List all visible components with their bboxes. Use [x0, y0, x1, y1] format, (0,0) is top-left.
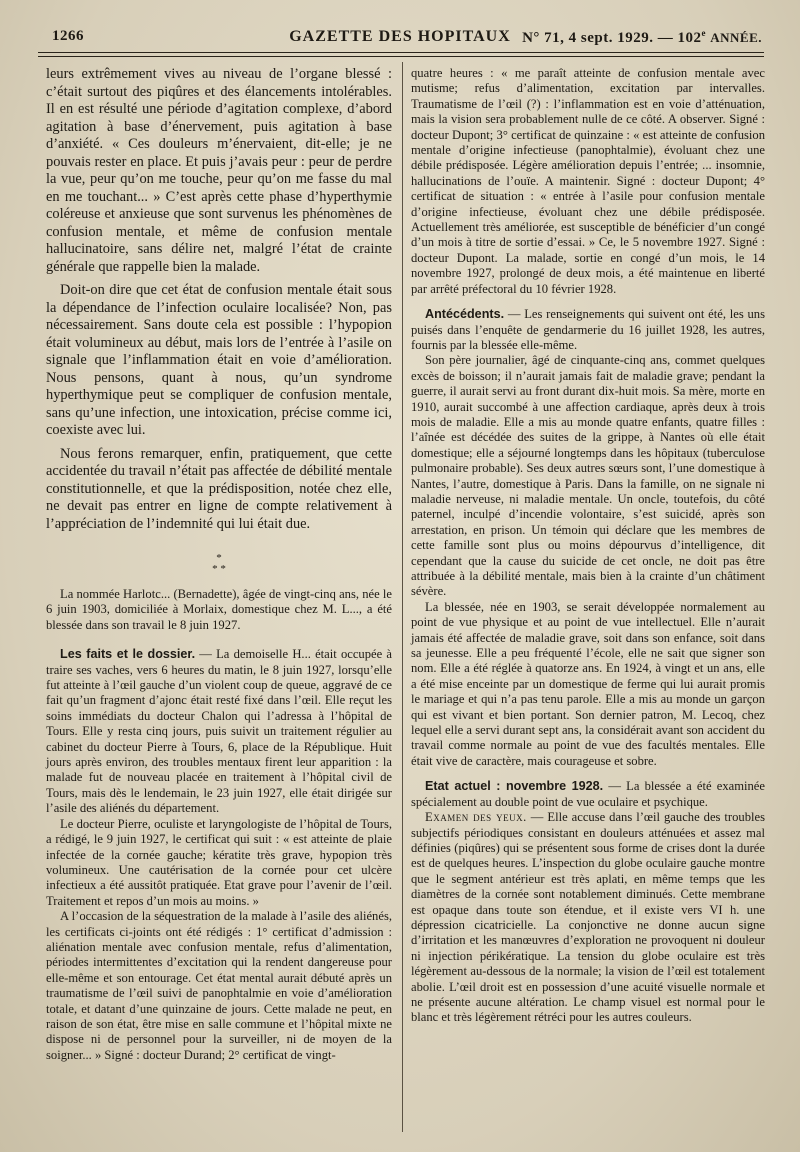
spacer [411, 297, 765, 307]
section-heading: Etat actuel : novembre 1928. [425, 779, 604, 794]
paragraph: Doit-on dire que cet état de confusion mentale était sous la dépendance de l’infection oculaire localisée? Non, pas nécessairement. Sans doute cela est possible : l’hypopion était volumineux au début, mais lors de l’entrée à l’asile on signale que l’inflammation était en voie d’amélioration. Nous pensons, quant à nous, qu’un syndrome hyperthymique peut se compliquer de confusion mentale, sans qu’une infection, une intoxication, précise comme ici, coexiste avec lui. [46, 282, 392, 438]
paragraph-text: — Elle accuse dans l’œil gauche des troubles subjectifs périodiques consistant en douleurs atténuées et assez mal définies (piqûres) qui se présentent sous forme de crises dont la durée est de quelques heures. L’inspection du globe oculaire gauche montre que le segment antérieur est très aplati, en même temps que les diamètres de la cornée sont notablement diminués. Cette membrane est opaque dans toute son étendue, et il existe vers VI h. une dépression cicatricielle. La conjonctive ne donne aucun signe d’irritation et les manœuvres d’exploration ne provoquent ni douleur ni injection périkératique. La tension du globe oculaire est très légèrement au-dessous de la normale; la vision de l’œil est totalement abolie. L’œil droit est en possession d’une acuité visuelle normale et ne présente aucune altération. Le champ visuel est normal pour le blanc et très légèrement rétréci pour les autres couleurs. [411, 810, 765, 1025]
subsection-heading: Examen des yeux. [425, 810, 527, 825]
header-rule-top [38, 52, 764, 53]
asterism-top: * [216, 552, 222, 564]
continued-commentary [46, 66, 392, 533]
paragraph [46, 647, 392, 816]
left-column [46, 66, 392, 1063]
column-divider [402, 62, 403, 1132]
asterism-bottom: * * [212, 563, 226, 575]
right-column [411, 66, 765, 1026]
paragraph: quatre heures : « me paraît atteinte de confusion mentale avec mutisme; refus d’alimentation, excitation par intervalles. Traumatisme de l’œil (?) : l’inflammation est en voie d’atténuation, mais la vision sera probablement nulle de ce côté. A observer. Signé : docteur Dupont; 3° certificat de quinzaine : « est atteinte de confusion mentale d’origine infectieuse (panophtalmie), évoluant chez une débile prédisposée. Légère amélioration depuis l’entrée; ... insomnie, hallucinations de l’ouïe. A maintenir. Signé : docteur Dupont; 4° certificat de situation : « entrée à l’asile pour confusion mentale d’origine infectieuse, évoluant chez une débile prédisposée. Actuellement très améliorée, est susceptible de bénéficier d’un congé d’un mois à titre de sortie d’essai. » Ce, le 5 novembre 1927. Signé : docteur Dupont. La malade, sortie en congé d’un mois, le 14 novembre 1927, prolongé de deux mois, a été maintenue en liberté par arrêté préfectoral du 10 février 1928. [411, 66, 765, 296]
page-header [20, 28, 780, 50]
case-intro: La nommée Harlotc... (Bernadette), âgée de vingt-cinq ans, née le 6 juin 1903, domiciliée à Morlaix, domestique chez M. L..., a été blessée dans son travail le 8 juin 1927. [46, 587, 392, 632]
paragraph [411, 810, 765, 1026]
paragraph [411, 307, 765, 353]
journal-title: GAZETTE DES HOPITAUX [289, 28, 511, 45]
paragraph: leurs extrêmement vives au niveau de l’organe blessé : c’était surtout des piqûres et des élancements intolérables. Il en est résulté une période d’agitation complexe, d’abord agitation à base d’énervement, puis agitation à base d’anxiété. « Ces douleurs m’énervaient, dit-elle; je ne pouvais rester en place. Et puis j’avais peur : peur de perdre la vue, peur qu’on me touche, peur qu’on me fasse du mal en me touchant... » C’est après cette phase d’hyperthymie coléreuse et anxieuse que sont survenus les phénomènes de confusion mentale, et même de confusion mentale hallucinatoire, sans délire net, malgré l’état de crainte générale que rappelle bien la malade. [46, 66, 392, 275]
issue-suffix: ANNÉE. [710, 30, 762, 45]
paragraph-text: — La blessée a été examinée spécialement au double point de vue oculaire et psychique. [411, 779, 765, 809]
section-separator [46, 553, 392, 575]
spacer [46, 633, 392, 647]
paragraph: A l’occasion de la séquestration de la malade à l’asile des aliénés, les certificats ci-joints ont été rédigés : 1° certificat d’admission : aliénation mentale avec confusion mentale, refus d’alimentation, périodes intermittentes d’excitation qui la rendent dangereuse pour elle-même et son entourage. Cet état mental aurait débuté après un traumatisme de l’œil suivi de panophtalmie en voie d’amélioration totale, et datant d’une quinzaine de jours. Cette malade ne peut, en raison de son état, être mise en salle commune et l’hôpital mixte ne dispose ni de personnel pour la surveiller, ni de moyen de la soigner... » Signé : docteur Durand; 2° certificat de vingt- [46, 909, 392, 1062]
paragraph: La blessée, née en 1903, se serait développée normalement au point de vue physique et au point de vue intellectuel. Elle n’aurait jamais été affectée de maladie grave, soit dans son enfance, soit dans sa jeunesse. Elle a peu fréquenté l’école, elle ne sait que signer son nom. Elle a été réglée à quatorze ans. En 1924, à vingt et un ans, elle a été mise enceinte par un domestique de ferme qui lui aurait promis le mariage et qui n’a pas tenu parole. Elle a mis au monde un garçon qui est vivant et bien portant. Son dernier patron, M. Lecoq, chez lequel elle a servi durant sept ans, la considérait avant son accident du travail comme normale au point de vue des facultés mentales. Elle était vive de caractère, mais courageuse et sobre. [411, 599, 765, 768]
section-heading: Antécédents. [425, 307, 505, 322]
issue-superscript: e [701, 28, 706, 38]
page-number: 1266 [52, 28, 84, 44]
paragraph: Le docteur Pierre, oculiste et laryngologiste de l’hôpital de Tours, a rédigé, le 9 juin 1927, le certificat qui suit : « est atteinte de plaie infectée de la cornée gauche; kératite très grave, hypopion très volumineux. Une cautérisation de la cornée pour cet ulcère infectieux a été aussitôt pratiquée. Etat grave pour l’avenir de l’œil. Traitement et repos d’un mois au moins. » [46, 816, 392, 908]
paragraph-text: — La demoiselle H... était occupée à traire ses vaches, vers 6 heures du matin, le 8 juin 1927, lorsqu’elle fut atteinte à l’œil gauche d’un violent coup de queue, aggravé de ce fait qu’un fragment d’ajonc était resté fixé dans l’œil. Elle reçut les soins immédiats du docteur Chalon qui l’adressa à l’hôpital de Tours. Elle y resta cinq jours, puis suivit un traitement régulier au cabinet du docteur Pierre à Tours, 6, place de la République. Huit jours après environ, des troubles mentaux firent leur apparition : la malade fut de nouveau placée en traitement à l’hôpital civil de Tours, mais dès le lendemain, le 23 juin 1927, elle était dirigée sur l’asile des aliénés du département. [46, 647, 392, 816]
spacer [411, 769, 765, 779]
issue-info [522, 28, 762, 47]
paragraph [411, 779, 765, 810]
header-rule-bottom [38, 56, 764, 57]
paragraph-text: — Les renseignements qui suivent ont été, les uns puisés dans l’enquête de gendarmerie du 16 juillet 1928, les autres, fournis par la blessée elle-même. [411, 307, 765, 352]
paragraph: Son père journalier, âgé de cinquante-cinq ans, commet quelques excès de boisson; il n’aurait jamais fait de maladie grave; pendant la guerre, il aurait servi au front durant dix-huit mois. Sa mère, morte en 1910, aurait succombé à une affection cardiaque, après deux à trois mois de maladie. Elle a mis au monde quatre enfants, quatre filles : l’aînée est décédée des suites de la grippe, à Nantes où elle était domestique; elle a séjourné longtemps dans les hôpitaux (tuberculose pulmonaire probable). Ses deux autres sœurs sont, l’une domestique à Nantes, l’autre, domestique à Paris. Dans la famille, on ne signale ni maladie nerveuse, ni maladie mentale. Un oncle, toutefois, du côté paternel, inculpé d’incendie volontaire, s’est suicidé, après son arrestation, en prison. Un témoin qui déclare que les membres de cette famille sont plus ou moins dépourvus d’intelligence, dit cependant que la cause du suicide de cet oncle, ne doit pas être attribuée à la débilité mentale, mais bien à la crainte d’un châtiment sévère. [411, 353, 765, 599]
paragraph: Nous ferons remarquer, enfin, pratiquement, que cette accidentée du travail n’était pas affectée de débilité mentale constitutionnelle, et que la prédisposition, notée chez elle, ne devait pas entrer en ligne de compte relativement à l’appréciation de l’indemnité qui lui était due. [46, 445, 392, 532]
issue-number-date: N° 71, 4 sept. 1929. — 102 [522, 30, 702, 46]
section-heading: Les faits et le dossier. [60, 647, 196, 662]
